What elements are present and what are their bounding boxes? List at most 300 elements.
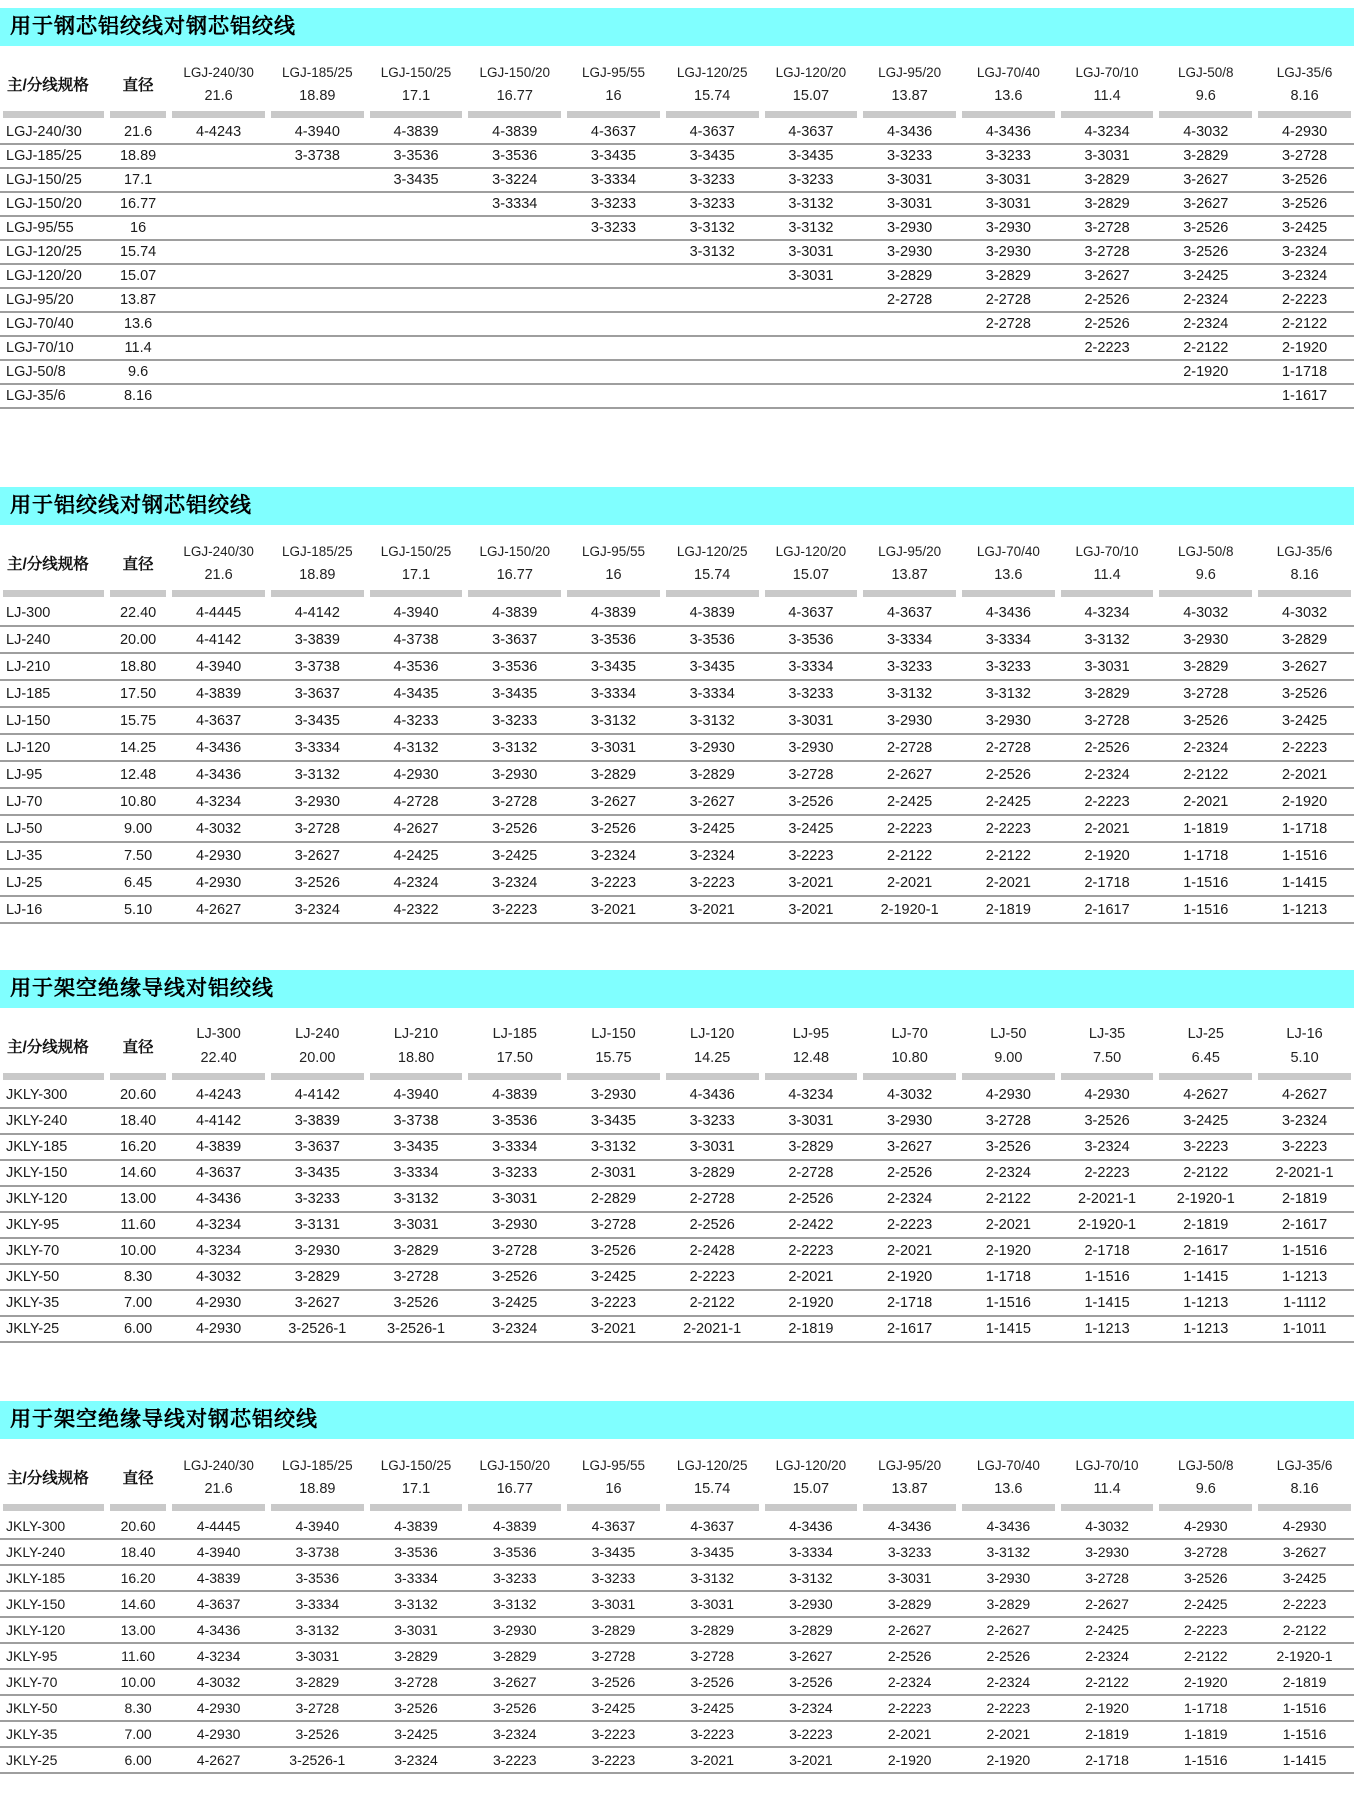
clamp-model-cell: 3-2526 — [465, 1264, 564, 1290]
column-header-diameter: 21.6 — [204, 88, 233, 104]
section-title-banner: 用于架空绝缘导线对铝绞线 — [0, 970, 1354, 1008]
diameter-header: 直径 — [122, 77, 154, 94]
clamp-model-cell — [959, 384, 1058, 408]
clamp-model-cell — [367, 264, 466, 288]
clamp-model-cell: 4-2322 — [367, 896, 466, 923]
table-section-insulated-vs-aluminum — [0, 970, 1354, 1343]
header-underline-bar — [1258, 590, 1351, 597]
clamp-model-cell: 2-2425 — [860, 788, 959, 815]
clamp-model-cell: 4-3032 — [860, 1083, 959, 1108]
spec-cell: LGJ-150/25 — [0, 168, 107, 192]
clamp-model-cell: 3-2425 — [465, 1290, 564, 1316]
table-row — [0, 1264, 1354, 1290]
spec-cell: LJ-300 — [0, 600, 107, 626]
clamp-model-cell: 4-2425 — [367, 842, 466, 869]
diameter-cell: 21.6 — [107, 121, 169, 144]
clamp-model-cell — [663, 288, 762, 312]
clamp-model-cell: 4-3032 — [1156, 600, 1255, 626]
diameter-cell: 22.40 — [107, 600, 169, 626]
clamp-model-cell — [169, 264, 268, 288]
header-underline-bar — [765, 1073, 858, 1080]
clamp-model-cell: 3-3031 — [663, 1134, 762, 1160]
clamp-model-cell: 3-3031 — [367, 1212, 466, 1238]
clamp-model-cell: 3-3031 — [762, 707, 861, 734]
header-underline-band — [0, 108, 1354, 121]
clamp-model-cell: 3-2324 — [465, 869, 564, 896]
table-row — [0, 216, 1354, 240]
column-header-model: LGJ-95/20 — [878, 1457, 942, 1473]
clamp-model-cell: 1-1516 — [1255, 842, 1354, 869]
header-underline-bar — [3, 111, 104, 118]
clamp-model-cell: 3-3536 — [367, 144, 466, 168]
clamp-model-cell — [268, 312, 367, 336]
spec-cell: LGJ-150/20 — [0, 192, 107, 216]
table-row — [0, 240, 1354, 264]
clamp-model-cell: 3-2829 — [1156, 144, 1255, 168]
column-header-model: LGJ-95/20 — [878, 543, 942, 559]
clamp-model-cell — [465, 312, 564, 336]
spec-header: 主/分线规格 — [7, 1039, 89, 1056]
clamp-model-cell: 3-2627 — [268, 842, 367, 869]
clamp-model-cell — [268, 384, 367, 408]
clamp-model-cell: 2-2223 — [663, 1264, 762, 1290]
clamp-model-cell: 3-3031 — [1058, 144, 1157, 168]
clamp-model-cell: 3-2930 — [959, 1565, 1058, 1591]
header-underline-bar — [110, 590, 166, 597]
clamp-model-cell — [465, 240, 564, 264]
clamp-model-cell: 3-3334 — [663, 680, 762, 707]
spec-cell: LJ-70 — [0, 788, 107, 815]
column-header-diameter: 16.77 — [496, 567, 533, 583]
clamp-model-cell: 3-2526 — [959, 1134, 1058, 1160]
header-underline-bar — [863, 590, 956, 597]
clamp-model-cell: 4-3234 — [762, 1083, 861, 1108]
column-header-diameter: 18.80 — [397, 1050, 435, 1066]
clamp-model-cell: 2-2223 — [959, 815, 1058, 842]
clamp-model-cell: 1-1415 — [959, 1316, 1058, 1342]
clamp-model-cell: 3-2728 — [564, 1212, 663, 1238]
clamp-model-cell — [169, 312, 268, 336]
diameter-cell: 16.20 — [107, 1134, 169, 1160]
clamp-model-cell: 3-2829 — [663, 1617, 762, 1643]
table-row — [0, 734, 1354, 761]
clamp-model-cell: 2-1920 — [860, 1747, 959, 1773]
clamp-model-cell: 4-3839 — [465, 600, 564, 626]
clamp-model-cell: 4-3637 — [663, 121, 762, 144]
clamp-model-cell: 2-1920-1 — [1156, 1186, 1255, 1212]
clamp-model-cell: 3-3132 — [465, 1591, 564, 1617]
header-underline-bar — [962, 111, 1055, 118]
diameter-header: 直径 — [122, 556, 154, 573]
clamp-model-cell: 3-3031 — [1058, 653, 1157, 680]
diameter-cell: 5.10 — [107, 896, 169, 923]
clamp-model-cell: 3-3435 — [762, 144, 861, 168]
clamp-model-cell: 3-2930 — [860, 707, 959, 734]
clamp-model-cell: 2-1920 — [959, 1747, 1058, 1773]
column-header-model: LGJ-95/55 — [581, 64, 645, 80]
spec-cell: LGJ-240/30 — [0, 121, 107, 144]
clamp-model-cell: 3-3435 — [564, 1539, 663, 1565]
diameter-cell: 6.45 — [107, 869, 169, 896]
clamp-model-cell: 2-1920 — [762, 1290, 861, 1316]
clamp-model-cell: 3-2627 — [1255, 653, 1354, 680]
clamp-model-cell: 4-3436 — [663, 1083, 762, 1108]
clamp-model-cell — [169, 288, 268, 312]
clamp-model-cell: 3-3031 — [663, 1591, 762, 1617]
column-header-model: LJ-25 — [1187, 1026, 1224, 1042]
clamp-model-cell: 3-2728 — [465, 1238, 564, 1264]
header-row-diameters — [0, 1046, 1354, 1070]
spec-cell: JKLY-185 — [0, 1134, 107, 1160]
clamp-model-cell: 3-2223 — [762, 1721, 861, 1747]
clamp-model-cell: 3-2526 — [367, 1695, 466, 1721]
spec-cell: JKLY-150 — [0, 1160, 107, 1186]
column-header-model: LGJ-95/55 — [581, 543, 645, 559]
spec-cell: JKLY-185 — [0, 1565, 107, 1591]
table-row — [0, 144, 1354, 168]
clamp-model-cell: 2-2223 — [1255, 1591, 1354, 1617]
column-header-model: LGJ-120/25 — [676, 64, 748, 80]
diameter-cell: 10.00 — [107, 1238, 169, 1264]
clamp-model-cell: 2-1718 — [860, 1290, 959, 1316]
column-header-model: LGJ-120/20 — [775, 543, 847, 559]
clamp-model-cell: 2-2526 — [1058, 288, 1157, 312]
clamp-model-cell: 3-2829 — [762, 1617, 861, 1643]
column-header-diameter: 16 — [605, 88, 622, 104]
clamp-model-cell: 3-3132 — [564, 1134, 663, 1160]
clamp-model-cell — [169, 144, 268, 168]
column-header-diameter: 8.16 — [1290, 1481, 1319, 1497]
table-row — [0, 1290, 1354, 1316]
clamp-model-cell: 3-3435 — [268, 707, 367, 734]
clamp-model-cell: 1-1415 — [1255, 869, 1354, 896]
clamp-model-cell: 3-2728 — [762, 761, 861, 788]
clamp-model-cell: 3-2728 — [1255, 144, 1354, 168]
clamp-model-cell: 4-3032 — [1255, 600, 1354, 626]
clamp-model-cell — [268, 264, 367, 288]
clamp-model-cell: 4-3032 — [1156, 121, 1255, 144]
clamp-model-cell: 3-2324 — [1255, 240, 1354, 264]
clamp-model-cell: 3-2223 — [465, 1747, 564, 1773]
clamp-model-cell — [465, 336, 564, 360]
clamp-model-cell: 3-2930 — [959, 216, 1058, 240]
table-row — [0, 707, 1354, 734]
column-header-diameter: 7.50 — [1092, 1050, 1122, 1066]
clamp-model-cell: 3-3031 — [860, 168, 959, 192]
table-row — [0, 336, 1354, 360]
clamp-model-cell: 2-2324 — [860, 1669, 959, 1695]
spec-cell: JKLY-300 — [0, 1514, 107, 1539]
header-underline-bar — [863, 1073, 956, 1080]
clamp-model-cell — [367, 216, 466, 240]
clamp-model-cell — [860, 312, 959, 336]
clamp-model-cell: 4-3839 — [465, 121, 564, 144]
clamp-model-cell: 3-2728 — [1058, 707, 1157, 734]
clamp-model-cell: 1-1718 — [1255, 360, 1354, 384]
clamp-model-cell: 3-3132 — [367, 1186, 466, 1212]
clamp-model-cell: 3-3233 — [860, 144, 959, 168]
clamp-model-cell: 2-2425 — [959, 788, 1058, 815]
spec-header: 主/分线规格 — [7, 1470, 89, 1487]
clamp-model-cell: 2-2021 — [860, 869, 959, 896]
clamp-model-cell: 4-2627 — [367, 815, 466, 842]
clamp-model-cell: 3-3132 — [860, 680, 959, 707]
table-row — [0, 1643, 1354, 1669]
column-header-model: LGJ-150/25 — [380, 543, 452, 559]
clamp-model-cell: 4-3234 — [169, 1643, 268, 1669]
clamp-model-cell: 1-1415 — [1156, 1264, 1255, 1290]
diameter-cell: 13.00 — [107, 1186, 169, 1212]
clamp-model-cell — [268, 168, 367, 192]
clamp-model-cell: 3-2526 — [1156, 1565, 1255, 1591]
header-underline-bar — [110, 111, 166, 118]
diameter-cell: 13.87 — [107, 288, 169, 312]
column-header-model: LGJ-70/10 — [1075, 1457, 1139, 1473]
clamp-model-cell: 3-2324 — [1255, 1108, 1354, 1134]
header-underline-bar — [1061, 590, 1154, 597]
header-underline-bar — [765, 1504, 858, 1511]
clamp-model-cell: 2-2223 — [860, 1212, 959, 1238]
table-row — [0, 680, 1354, 707]
clamp-model-cell: 3-3435 — [663, 653, 762, 680]
clamp-model-cell: 2-2021 — [1255, 761, 1354, 788]
clamp-model-cell — [268, 288, 367, 312]
column-header-diameter: 13.6 — [994, 1481, 1023, 1497]
clamp-model-cell — [367, 192, 466, 216]
section-title-banner: 用于铝绞线对钢芯铝绞线 — [0, 487, 1354, 525]
column-header-model: LGJ-95/20 — [878, 64, 942, 80]
clamp-model-cell: 4-3436 — [959, 121, 1058, 144]
spec-cell: JKLY-95 — [0, 1212, 107, 1238]
header-underline-bar — [765, 590, 858, 597]
clamp-model-cell: 1-1112 — [1255, 1290, 1354, 1316]
table-row — [0, 1083, 1354, 1108]
clamp-model-cell: 4-3234 — [169, 1238, 268, 1264]
clamp-model-cell: 3-3031 — [762, 1108, 861, 1134]
column-header-model: LGJ-70/40 — [976, 64, 1040, 80]
clamp-model-cell: 1-1516 — [959, 1290, 1058, 1316]
diameter-cell: 15.74 — [107, 240, 169, 264]
diameter-cell: 16 — [107, 216, 169, 240]
section-title-banner: 用于钢芯铝绞线对钢芯铝绞线 — [0, 8, 1354, 46]
clamp-model-cell: 3-3132 — [762, 1565, 861, 1591]
header-underline-bar — [1159, 1504, 1252, 1511]
diameter-cell: 16.77 — [107, 192, 169, 216]
clamp-model-cell: 3-2728 — [663, 1643, 762, 1669]
clamp-model-cell: 4-3436 — [169, 1617, 268, 1643]
header-row-models — [0, 60, 1354, 84]
spec-cell: LJ-120 — [0, 734, 107, 761]
clamp-model-cell: 3-2627 — [564, 788, 663, 815]
clamp-model-cell: 3-3839 — [268, 626, 367, 653]
clamp-model-cell — [762, 312, 861, 336]
clamp-model-cell: 3-2526 — [1255, 168, 1354, 192]
clamp-model-cell: 3-2829 — [860, 1591, 959, 1617]
column-header-diameter: 11.4 — [1093, 1481, 1121, 1497]
clamp-model-cell: 2-1819 — [1255, 1669, 1354, 1695]
clamp-model-cell: 3-3334 — [762, 653, 861, 680]
clamp-model-cell: 3-3132 — [959, 680, 1058, 707]
clamp-model-cell: 2-2223 — [1058, 1160, 1157, 1186]
table-row — [0, 264, 1354, 288]
clamp-model-cell: 4-2627 — [1255, 1083, 1354, 1108]
clamp-model-cell: 3-3637 — [465, 626, 564, 653]
clamp-model-cell — [465, 384, 564, 408]
clamp-model-cell: 4-3839 — [465, 1514, 564, 1539]
clamp-model-cell: 3-2728 — [268, 1695, 367, 1721]
header-underline-bar — [666, 111, 759, 118]
clamp-model-cell — [564, 336, 663, 360]
clamp-model-cell: 3-2526 — [1156, 216, 1255, 240]
clamp-model-cell: 3-3233 — [762, 168, 861, 192]
spec-cell: LJ-35 — [0, 842, 107, 869]
clamp-model-cell: 3-2526 — [1058, 1108, 1157, 1134]
clamp-model-cell: 4-3839 — [169, 680, 268, 707]
table-row — [0, 288, 1354, 312]
clamp-model-cell: 3-2425 — [1156, 264, 1255, 288]
clamp-model-cell: 2-2021 — [959, 1721, 1058, 1747]
column-header-model: LJ-240 — [295, 1026, 340, 1042]
diameter-cell: 11.4 — [107, 336, 169, 360]
clamp-model-cell — [1058, 384, 1157, 408]
column-header-diameter: 21.6 — [204, 567, 233, 583]
clamp-model-cell: 3-2324 — [564, 842, 663, 869]
column-header-diameter: 14.25 — [694, 1050, 731, 1066]
clamp-model-cell: 3-2021 — [762, 1747, 861, 1773]
table-row — [0, 384, 1354, 408]
column-header-diameter: 11.4 — [1093, 567, 1121, 583]
clamp-model-cell: 2-2122 — [1156, 336, 1255, 360]
clamp-model-cell: 1-1415 — [1255, 1747, 1354, 1773]
column-header-model: LJ-95 — [792, 1026, 830, 1042]
clamp-model-cell: 2-2223 — [860, 815, 959, 842]
column-header-diameter: 15.07 — [792, 567, 830, 583]
header-underline-bar — [666, 1504, 759, 1511]
table-row — [0, 626, 1354, 653]
clamp-model-cell: 1-1718 — [959, 1264, 1058, 1290]
spec-cell: JKLY-50 — [0, 1695, 107, 1721]
diameter-cell: 20.60 — [107, 1083, 169, 1108]
column-header-model: LJ-150 — [591, 1026, 636, 1042]
column-header-diameter: 21.6 — [204, 1481, 233, 1497]
table-section-aluminum-vs-steel-core — [0, 487, 1354, 924]
spec-cell: LJ-50 — [0, 815, 107, 842]
header-row-diameters — [0, 84, 1354, 108]
clamp-model-cell: 2-1920 — [1058, 1695, 1157, 1721]
clamp-model-cell: 1-1617 — [1255, 384, 1354, 408]
header-underline-bar — [110, 1073, 166, 1080]
clamp-model-cell: 3-3738 — [268, 653, 367, 680]
clamp-model-cell: 3-2930 — [268, 1238, 367, 1264]
clamp-model-cell — [564, 312, 663, 336]
clamp-model-cell: 3-2728 — [1058, 240, 1157, 264]
clamp-model-cell: 3-2223 — [663, 1721, 762, 1747]
header-underline-bar — [3, 590, 104, 597]
header-underline-bar — [1159, 1073, 1252, 1080]
table-row — [0, 1695, 1354, 1721]
clamp-model-cell — [367, 384, 466, 408]
clamp-model-cell: 4-3839 — [564, 600, 663, 626]
header-underline-bar — [1159, 111, 1252, 118]
clamp-model-cell: 2-2728 — [860, 734, 959, 761]
clamp-model-cell: 3-2829 — [367, 1238, 466, 1264]
clamp-model-cell: 2-2122 — [1156, 761, 1255, 788]
spec-cell: JKLY-120 — [0, 1186, 107, 1212]
clamp-model-cell: 2-2223 — [1058, 788, 1157, 815]
clamp-model-cell: 4-3234 — [169, 1212, 268, 1238]
clamp-model-cell: 3-3334 — [465, 1134, 564, 1160]
clamp-model-cell: 3-3435 — [663, 1539, 762, 1565]
spec-cell: LGJ-95/20 — [0, 288, 107, 312]
clamp-model-cell: 3-3536 — [367, 1539, 466, 1565]
diameter-cell: 18.89 — [107, 144, 169, 168]
column-header-model: LGJ-120/25 — [676, 1457, 748, 1473]
clamp-model-cell: 3-3233 — [564, 216, 663, 240]
clamp-model-cell — [860, 360, 959, 384]
spec-cell: JKLY-300 — [0, 1083, 107, 1108]
clamp-model-cell: 1-1213 — [1255, 1264, 1354, 1290]
clamp-model-cell: 3-3233 — [959, 144, 1058, 168]
clamp-model-cell: 4-3637 — [169, 707, 268, 734]
clamp-model-cell: 3-2526 — [1255, 192, 1354, 216]
clamp-model-cell: 3-3132 — [367, 1591, 466, 1617]
clamp-model-cell: 3-2526 — [465, 815, 564, 842]
column-header-model: LGJ-185/25 — [282, 64, 353, 80]
header-underline-bar — [863, 111, 956, 118]
table-row — [0, 1565, 1354, 1591]
clamp-model-cell: 3-2526-1 — [268, 1316, 367, 1342]
column-header-model: LGJ-150/20 — [479, 64, 551, 80]
column-header-model: LGJ-120/25 — [676, 543, 748, 559]
column-header-diameter: 13.6 — [994, 88, 1023, 104]
column-header-diameter: 15.07 — [792, 1481, 830, 1497]
spec-cell: LGJ-70/10 — [0, 336, 107, 360]
clamp-model-cell: 3-3233 — [465, 1160, 564, 1186]
table-row — [0, 121, 1354, 144]
table-row — [0, 1108, 1354, 1134]
clamp-model-cell: 3-3334 — [367, 1565, 466, 1591]
clamp-model-cell: 3-2930 — [959, 240, 1058, 264]
column-header-model: LGJ-150/25 — [380, 1457, 452, 1473]
clamp-model-cell: 4-3536 — [367, 653, 466, 680]
clamp-model-cell: 2-2021 — [959, 869, 1058, 896]
clamp-model-cell: 4-3839 — [169, 1565, 268, 1591]
header-underline-bar — [3, 1504, 104, 1511]
clamp-model-cell: 3-2829 — [860, 264, 959, 288]
diameter-cell: 20.60 — [107, 1514, 169, 1539]
clamp-model-cell: 3-3435 — [367, 168, 466, 192]
table-row — [0, 360, 1354, 384]
clamp-model-cell: 3-2930 — [860, 1108, 959, 1134]
clamp-model-cell: 3-2425 — [367, 1721, 466, 1747]
clamp-model-cell: 1-1516 — [1156, 1747, 1255, 1773]
clamp-model-cell: 4-2930 — [1058, 1083, 1157, 1108]
clamp-model-cell: 2-2122 — [959, 1186, 1058, 1212]
header-underline-bar — [468, 1073, 561, 1080]
diameter-header: 直径 — [122, 1039, 154, 1056]
diameter-cell: 9.00 — [107, 815, 169, 842]
clamp-model-cell: 2-2526 — [1058, 734, 1157, 761]
clamp-model-cell: 3-3031 — [762, 264, 861, 288]
clamp-model-cell: 3-2324 — [268, 896, 367, 923]
clamp-model-cell: 3-2223 — [564, 869, 663, 896]
clamp-model-cell — [268, 360, 367, 384]
table-row — [0, 1186, 1354, 1212]
column-header-diameter: 18.89 — [299, 1481, 336, 1497]
clamp-model-cell: 3-2425 — [663, 815, 762, 842]
clamp-model-cell: 3-2829 — [1058, 168, 1157, 192]
clamp-model-cell: 2-1920 — [860, 1264, 959, 1290]
